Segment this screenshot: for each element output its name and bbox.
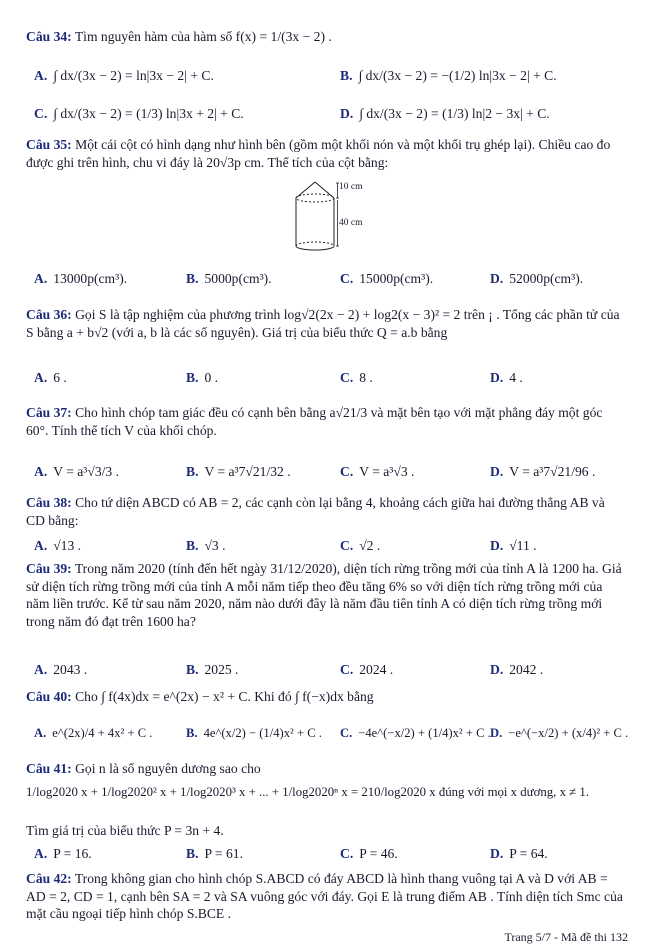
option-d: D. P = 64. <box>490 846 548 861</box>
option-a: A. √13 . <box>34 538 82 553</box>
question-39 <box>26 560 626 631</box>
question-stem: Cho tứ diện ABCD có AB = 2, các cạnh còn lại bằng 4, khoảng cách giữa hai đường thẳng AB và CD bằng: <box>26 495 605 528</box>
question-number: Câu 42: <box>26 871 72 886</box>
question-number: Câu 37: <box>26 405 72 420</box>
cone-height-label: 10 cm <box>339 182 363 192</box>
option-b: B. 2025 . <box>186 662 239 677</box>
question-42 <box>26 870 626 923</box>
question-stem: Trong năm 2020 (tính đến hết ngày 31/12/2020), diện tích rừng trồng mới của tỉnh A là 1200 ha. Giả sử diện tích rừng trồng mới của tỉnh A mỗi năm tiếp theo đều tăng 6% so với diện tích rừng trồng mới của năm liền trước. Kể từ sau năm 2020, năm nào dưới đây là năm đầu tiên tỉnh A có diện tích rừng trồng mới trong năm đó đạt trên 1600 ha? <box>26 561 622 630</box>
option-c: C. 2024 . <box>340 662 394 677</box>
options-row <box>34 106 634 130</box>
option-a: A. 2043 . <box>34 662 88 677</box>
question-number: Câu 34: <box>26 29 72 44</box>
options-row <box>34 271 634 295</box>
option-c: C. V = a³√3 . <box>340 464 415 479</box>
question-stem: Một cái cột có hình dạng như hình bên (gồm một khối nón và một khối trụ ghép lại). Chiều cao đo được ghi trên hình, chu vi đáy là 20√3p cm. Thể tích của cột bằng: <box>26 137 611 170</box>
option-d: D. V = a³7√21/96 . <box>490 464 596 479</box>
question-35 <box>26 136 626 171</box>
options-row <box>34 846 634 870</box>
question-number: Câu 41: <box>26 761 72 776</box>
cone-cylinder-figure <box>276 180 366 256</box>
options-row <box>34 538 634 562</box>
option-b: B. √3 . <box>186 538 226 553</box>
question-41 <box>26 760 626 778</box>
option-a: A. V = a³√3/3 . <box>34 464 119 479</box>
options-row <box>34 464 634 488</box>
options-row <box>34 370 634 394</box>
options-row <box>34 662 634 686</box>
options-row <box>34 726 634 750</box>
option-b: B. V = a³7√21/32 . <box>186 464 291 479</box>
question-number: Câu 36: <box>26 307 72 322</box>
option-c: C. 15000p(cm³). <box>340 271 434 286</box>
option-a: A. e^(2x)/4 + 4x² + C . <box>34 726 153 740</box>
option-d: D. 2042 . <box>490 662 544 677</box>
option-c: C. −4e^(−x/2) + (1/4)x² + C . <box>340 726 491 740</box>
question-number: Câu 35: <box>26 137 72 152</box>
option-d: D. √11 . <box>490 538 537 553</box>
option-d: D. 52000p(cm³). <box>490 271 584 286</box>
question-number: Câu 39: <box>26 561 72 576</box>
question-stem: Cho ∫ f(4x)dx = e^(2x) − x² + C. Khi đó ∫ f(−x)dx bằng <box>75 689 374 704</box>
question-stem: Tìm nguyên hàm của hàm số f(x) = 1/(3x − 2) . <box>74 29 332 44</box>
question-38 <box>26 494 626 529</box>
option-c: C. 8 . <box>340 370 373 385</box>
option-c: C. ∫ dx/(3x − 2) = (1/3) ln|3x + 2| + C. <box>34 106 244 121</box>
cylinder-height-label: 40 cm <box>339 218 363 228</box>
option-a: A. 13000p(cm³). <box>34 271 128 286</box>
question-stem: Gọi S là tập nghiệm của phương trình log√2(2x − 2) + log2(x − 3)² = 2 trên ¡ . Tổng các phần tử của S bằng a + b√2 (với a, b là các số nguyên). Giá trị của biểu thức Q = a.b bằng <box>26 307 620 340</box>
option-a: A. 6 . <box>34 370 67 385</box>
option-a: A. P = 16. <box>34 846 92 861</box>
question-36 <box>26 306 626 341</box>
question-stem: Gọi n là số nguyên dương sao cho <box>75 761 261 776</box>
option-b: B. ∫ dx/(3x − 2) = −(1/2) ln|3x − 2| + C. <box>340 68 557 83</box>
question-40 <box>26 688 626 706</box>
option-b: B. 4e^(x/2) − (1/4)x² + C . <box>186 726 322 740</box>
option-d: D. ∫ dx/(3x − 2) = (1/3) ln|2 − 3x| + C. <box>340 106 550 121</box>
question-number: Câu 40: <box>26 689 72 704</box>
option-b: B. 5000p(cm³). <box>186 271 272 286</box>
question-number: Câu 38: <box>26 495 72 510</box>
option-b: B. P = 61. <box>186 846 243 861</box>
options-row <box>34 68 634 92</box>
question-stem: Trong không gian cho hình chóp S.ABCD có đáy ABCD là hình thang vuông tại A và D với AB = AD = 2, CD = 1, cạnh bên SA = 2 và SA vuông góc với đáy. Gọi E là trung điểm AB . Tính diện tích Smc của mặt cầu ngoại tiếp hình chóp S.BCE . <box>26 871 623 922</box>
option-d: D. 4 . <box>490 370 523 385</box>
page-footer: Trang 5/7 - Mã đề thi 132 <box>504 930 628 944</box>
question-stem: Cho hình chóp tam giác đều có cạnh bên bằng a√21/3 và mặt bên tạo với mặt phẳng đáy một góc 60°. Tính thể tích V của khối chóp. <box>26 405 603 438</box>
option-d: D. −e^(−x/2) + (x/4)² + C . <box>490 726 629 740</box>
question-34 <box>26 28 626 46</box>
question-37 <box>26 404 626 439</box>
option-c: C. P = 46. <box>340 846 398 861</box>
option-a: A. ∫ dx/(3x − 2) = ln|3x − 2| + C. <box>34 68 214 83</box>
option-c: C. √2 . <box>340 538 381 553</box>
option-b: B. 0 . <box>186 370 219 385</box>
question-41-ask: Tìm giá trị của biểu thức P = 3n + 4. <box>26 823 224 838</box>
question-41-equation: 1/log2020 x + 1/log2020² x + 1/log2020³ x + ... + 1/log2020ⁿ x = 210/log2020 x đúng với mọi x dương, x ≠ 1. <box>26 785 589 799</box>
